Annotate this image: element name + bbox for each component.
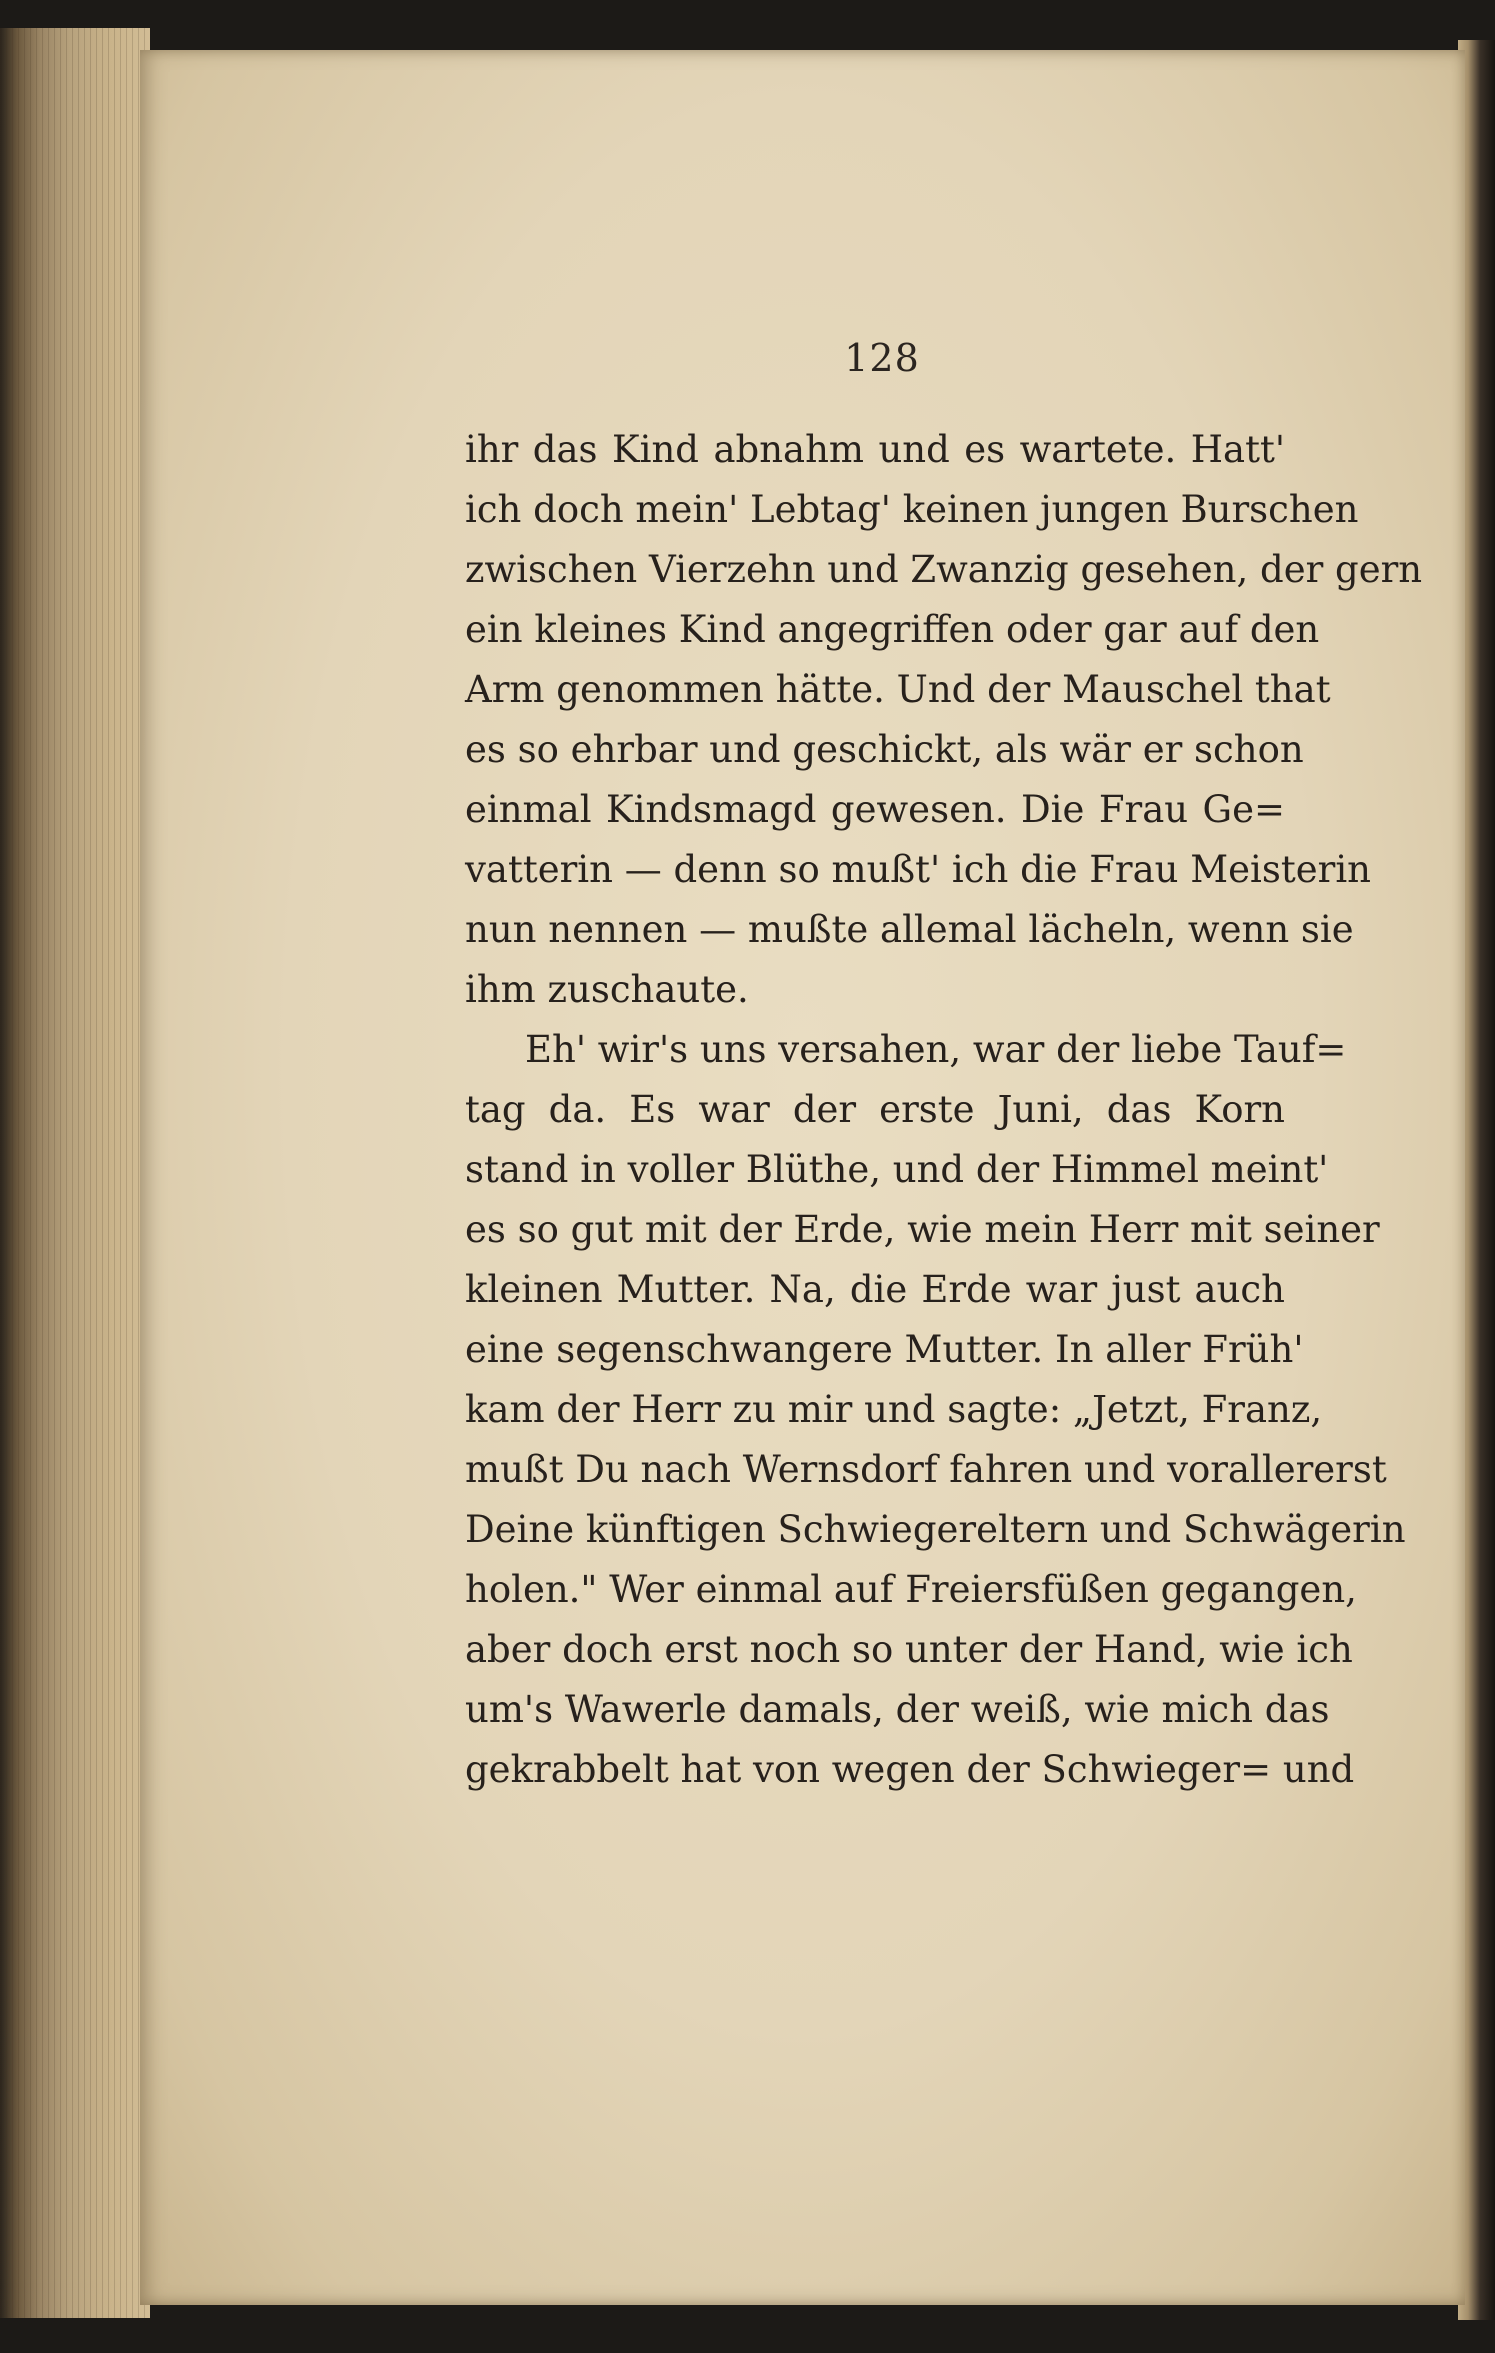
text-line: stand in voller Blüthe, und der Himmel meint' xyxy=(465,1148,1329,1191)
text-line: zwischen Vierzehn und Zwanzig gesehen, der gern xyxy=(465,548,1423,591)
text-line: Eh' wir's uns versahen, war der liebe Tauf= xyxy=(525,1028,1347,1071)
page-number: 128 xyxy=(844,336,920,380)
text-line: einmal Kindsmagd gewesen. Die Frau Ge= xyxy=(465,788,1285,831)
text-line: aber doch erst noch so unter der Hand, wie ich xyxy=(465,1628,1353,1671)
text-line: ein kleines Kind angegriffen oder gar auf den xyxy=(465,608,1320,651)
book-page-edges xyxy=(0,28,150,2318)
text-line: holen." Wer einmal auf Freiersfüßen gegangen, xyxy=(465,1568,1357,1611)
text-line: kleinen Mutter. Na, die Erde war just auch xyxy=(465,1268,1285,1311)
text-line: mußt Du nach Wernsdorf fahren und vorallererst xyxy=(465,1448,1387,1491)
text-line: es so gut mit der Erde, wie mein Herr mit seiner xyxy=(465,1208,1380,1251)
text-line: nun nennen — mußte allemal lächeln, wenn sie xyxy=(465,908,1354,951)
text-line: eine segenschwangere Mutter. In aller Früh' xyxy=(465,1328,1304,1371)
text-line: ihm zuschaute. xyxy=(465,968,749,1011)
text-line: um's Wawerle damals, der weiß, wie mich das xyxy=(465,1688,1330,1731)
text-line: Deine künftigen Schwiegereltern und Schwägerin xyxy=(465,1508,1406,1551)
text-line: es so ehrbar und geschickt, als wär er schon xyxy=(465,728,1304,771)
text-line: tag da. Es war der erste Juni, das Korn xyxy=(465,1088,1285,1131)
text-line: gekrabbelt hat von wegen der Schwieger= und xyxy=(465,1748,1355,1791)
text-line: vatterin — denn so mußt' ich die Frau Meisterin xyxy=(465,848,1371,891)
text-line: Arm genommen hätte. Und der Mauschel that xyxy=(465,668,1331,711)
text-line: ich doch mein' Lebtag' keinen jungen Burschen xyxy=(465,488,1359,531)
body-text xyxy=(465,420,1423,1800)
text-line: ihr das Kind abnahm und es wartete. Hatt' xyxy=(465,428,1285,471)
text-line: kam der Herr zu mir und sagte: „Jetzt, Franz, xyxy=(465,1388,1323,1431)
